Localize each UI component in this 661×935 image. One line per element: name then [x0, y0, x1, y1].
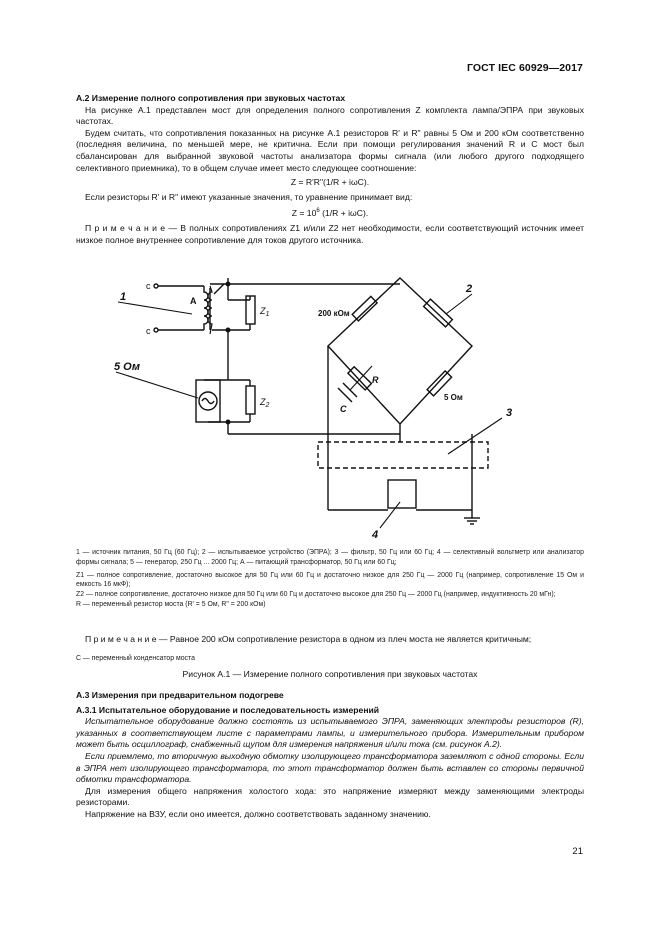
section-a2 [76, 93, 584, 246]
note-label: П р и м е ч а н и е [85, 634, 157, 644]
note-text: — Равное 200 кОм сопротивление резистора в одном из плеч моста не является критичным; [156, 634, 532, 644]
resistor-200k [352, 296, 377, 321]
section-a2-title: А.2 Измерение полного сопротивления при звуковых частотах [76, 93, 346, 103]
impedance-z2 [246, 386, 255, 414]
note-2 [76, 634, 584, 646]
bridge-circuit-diagram [110, 270, 513, 545]
sine-icon [202, 399, 214, 404]
document-header: ГОСТ IEC 60929—2017 [466, 62, 583, 74]
formula-2-exponent: 6 [316, 208, 320, 215]
figure-legend [76, 548, 584, 610]
label-2: 2 [466, 283, 473, 295]
paragraph: Если резисторы R' и R" имеют указанные значения, то уравнение принимает вид: [85, 191, 413, 202]
legend-line: С — переменный конденсатор моста [76, 655, 195, 662]
label-c: c [146, 326, 151, 336]
label-r: R [372, 375, 379, 385]
legend-capacitor [76, 654, 584, 664]
label-z2: $Z_2$ [260, 397, 270, 409]
formula-1: Z = R'R"(1/R + iωC). [290, 177, 370, 188]
legend-line: Z1 — полное сопротивление, достаточно высокое для 50 Гц или 60 Гц и достаточно низкое для 250 Гц — 2000 Гц (например, сопротивление 15 Ом и емкость 16 мкФ); [76, 571, 584, 589]
filter-box [318, 442, 488, 468]
leader-line [380, 502, 400, 528]
selective-voltmeter [388, 480, 416, 508]
label-c: c [146, 281, 151, 291]
label-3: 3 [506, 407, 513, 419]
section-a31-title: А.3.1 Испытательное оборудование и последовательность измерений [76, 704, 380, 715]
legend-line: R — переменный резистор моста (R' = 5 Ом, R" = 200 кОм) [76, 600, 266, 608]
leader-line [446, 294, 472, 314]
figure-caption [76, 669, 584, 681]
paragraph: Напряжение на ВЗУ, если оно имеется, должно соответствовать заданному значению. [85, 808, 431, 819]
paragraph: Если приемлемо, то вторичную выходную обмотку изолирующего трансформатора заземляют с одной стороны. Если в ЭПРА нет изолирующего трансформатора, то этот трансформатор должен быть вставлен со стороны первичной обмотки трансформатора. [76, 750, 584, 785]
leader-line [448, 418, 502, 454]
terminal-dot [154, 284, 158, 288]
terminal-dot [154, 328, 158, 332]
label-c-cap: C [340, 404, 347, 414]
label-1: 1 [120, 291, 127, 303]
bridge-diamond [328, 278, 472, 424]
note-1 [76, 223, 584, 246]
paragraph: Испытательное оборудование должно состоять из испытываемого ЭПРА, заменяющих электроды резисторов (R), указанных в соответствующем листе с параметрами лампы, и измерительного прибора. Измерительным прибором может быть осциллограф, снабженный щупом для измерения напряжения и/или тока (см. рисунок А.2). [76, 716, 584, 750]
caption-text: Рисунок А.1 — Измерение полного сопротивления при звуковых частотах [182, 669, 478, 679]
section-a3-title: А.3 Измерения при предварительном подогреве [76, 690, 284, 700]
label-200k: 200 кОм [318, 309, 350, 318]
paragraph: Будем считать, что сопротивления показанных на рисунке А.1 резисторов R' и R" равны 5 Ом и 200 кОм соответственно (последняя величина, по меньшей мере, не критична. Если при помощи регулирования значений R и C мост был сбалансирован для выбранной звуковой частоты анализатора формы сигнала (или любого другого подходящего селективного приемника), то в общем случае имеет место следующее соотношение: [76, 127, 584, 173]
transformer-primary [204, 286, 208, 330]
paragraph: Для измерения общего напряжения холостого хода: это напряжение измеряют между заменяющими электроды резисторами. [76, 785, 584, 808]
legend-line: 1 — источник питания, 50 Гц (60 Гц); 2 — испытываемое устройство (ЭПРА); 3 — фильтр, 50 Гц или 60 Гц; 4 — селективный вольтметр или анализатор формы сигнала; 5 — генератор, 250 Гц ... 2000 Гц; А — питающий трансформатор, 50 Гц или 60 Гц; [76, 549, 584, 566]
leader-line [118, 302, 192, 314]
leader-line [116, 372, 198, 398]
formula-2-base: Z = 10 [291, 208, 317, 219]
tap-arrow [214, 284, 224, 294]
label-5ohm: 5 Ом [444, 393, 463, 402]
note-text: — В полных сопротивлениях Z1 и/или Z2 нет необходимости, если соответствующий источник имеет низкое полное внутреннее сопротивление для токов другого источника. [76, 222, 585, 245]
paragraph: На рисунке А.1 представлен мост для определения полного сопротивления Z комплекта лампа/ЭПРА при звуковых частотах. [76, 104, 584, 127]
section-a3 [76, 690, 584, 821]
label-5: 5 Ом [114, 361, 141, 373]
label-transformer-a: A [190, 296, 197, 306]
formula-2-rest: (1/R + iωC). [319, 208, 369, 219]
label-z1: $Z_1$ [260, 306, 270, 318]
legend-line: Z2 — полное сопротивление, достаточно низкое для 50 Гц или 60 Гц и достаточно высокое для 250 Гц — 2000 Гц (например, индуктивность 20 мГн); [76, 591, 556, 599]
label-4: 4 [372, 529, 379, 541]
formula-2 [76, 206, 584, 220]
page-number: 21 [572, 846, 583, 857]
note-label: П р и м е ч а н и е [85, 222, 165, 233]
